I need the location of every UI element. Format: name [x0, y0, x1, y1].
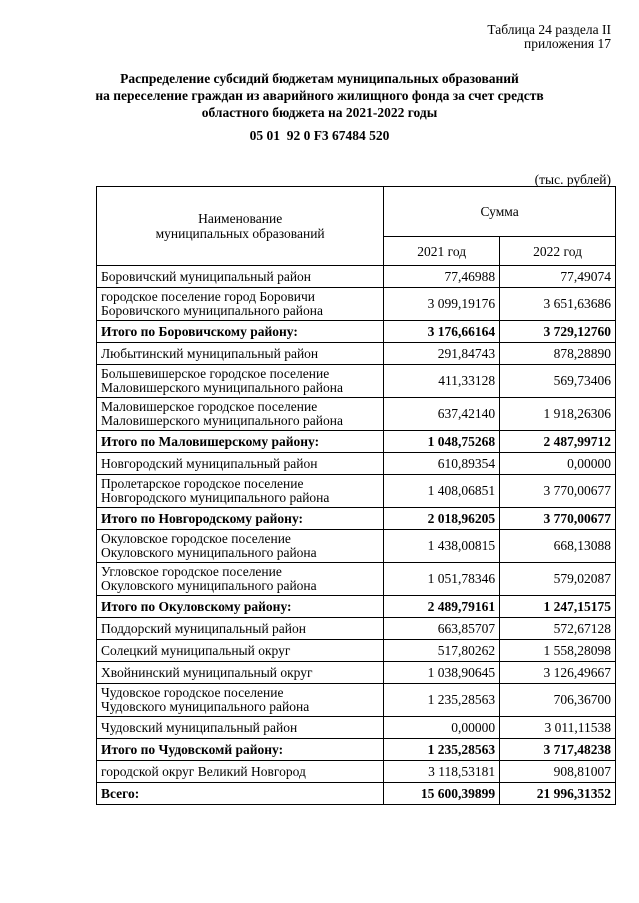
table-total-row [97, 596, 616, 618]
municipality-name [97, 398, 384, 431]
column-header-2022: 2022 год [500, 237, 616, 266]
municipality-name-line: Солецкий муниципальный округ [101, 642, 291, 658]
municipality-name-line: Окуловское городское поселение [101, 531, 291, 546]
amount-2021: 637,42140 [384, 398, 500, 431]
municipality-name [97, 453, 384, 475]
amount-2022: 3 011,11538 [500, 717, 616, 739]
amount-2022: 668,13088 [500, 530, 616, 563]
municipality-name-line: Поддорский муниципальный район [101, 620, 306, 636]
municipality-name [97, 288, 384, 321]
municipality-name [97, 431, 384, 453]
municipality-name-line: Новгородский муниципальный район [101, 455, 318, 471]
document-title-line1: Распределение субсидий бюджетам муниципальных образований [120, 71, 519, 86]
amount-2021: 1 051,78346 [384, 563, 500, 596]
amount-2021: 3 176,66164 [384, 321, 500, 343]
municipality-name [97, 343, 384, 365]
amount-2022: 706,36700 [500, 684, 616, 717]
column-header-2021: 2021 год [384, 237, 500, 266]
document-title-line2: на переселение граждан из аварийного жилищного фонда за счет средств [95, 88, 544, 103]
table-reference [487, 23, 611, 51]
amount-2021: 1 235,28563 [384, 739, 500, 761]
table-row [97, 717, 616, 739]
municipality-name [97, 618, 384, 640]
municipality-name-line: Маловишерское городское поселение [101, 399, 318, 414]
amount-2022: 3 126,49667 [500, 662, 616, 684]
amount-2022: 21 996,31352 [500, 783, 616, 805]
amount-2021: 517,80262 [384, 640, 500, 662]
amount-2021: 77,46988 [384, 266, 500, 288]
table-reference-line2: приложения 17 [523, 36, 611, 51]
amount-2022: 3 770,00677 [500, 475, 616, 508]
amount-2021: 0,00000 [384, 717, 500, 739]
municipality-name [97, 563, 384, 596]
amount-2022: 77,49074 [500, 266, 616, 288]
municipality-name [97, 321, 384, 343]
document-title [0, 70, 639, 121]
municipality-name-line: Чудовского муниципального района [101, 699, 310, 714]
municipality-name-line: Итого по Боровичскому району: [101, 323, 298, 339]
municipality-name-line: Чудовский муниципальный район [101, 719, 298, 735]
column-header-name-line2: муниципальных образований [155, 226, 325, 241]
table-total-row [97, 321, 616, 343]
units-label: (тыс. рублей) [534, 172, 611, 187]
amount-2022: 878,28890 [500, 343, 616, 365]
municipality-name-line: Угловское городское поселение [101, 564, 282, 579]
municipality-name-line: Любытинский муниципальный район [101, 345, 319, 361]
table-total-row [97, 508, 616, 530]
amount-2022: 3 651,63686 [500, 288, 616, 321]
amount-2021: 1 038,90645 [384, 662, 500, 684]
municipality-name-line: Итого по Новгородскому району: [101, 510, 304, 526]
amount-2021: 663,85707 [384, 618, 500, 640]
municipality-name-line: Итого по Окуловскому району: [101, 598, 292, 614]
municipality-name-line: Хвойнинский муниципальный округ [101, 664, 313, 680]
amount-2021: 1 438,00815 [384, 530, 500, 563]
municipality-name-line: Итого по Маловишерскому району: [101, 433, 320, 449]
table-row [97, 618, 616, 640]
amount-2022: 0,00000 [500, 453, 616, 475]
table-row [97, 266, 616, 288]
amount-2021: 3 118,53181 [384, 761, 500, 783]
table-row [97, 684, 616, 717]
table-total-row [97, 431, 616, 453]
budget-code: 05 01 92 0 F3 67484 520 [249, 128, 390, 143]
column-header-name-line1: Наименование [198, 211, 283, 226]
amount-2021: 1 048,75268 [384, 431, 500, 453]
municipality-name [97, 640, 384, 662]
amount-2021: 411,33128 [384, 365, 500, 398]
amount-2022: 569,73406 [500, 365, 616, 398]
amount-2021: 2 018,96205 [384, 508, 500, 530]
amount-2022: 3 770,00677 [500, 508, 616, 530]
municipality-name [97, 508, 384, 530]
municipality-name [97, 596, 384, 618]
municipality-name-line: Итого по Чудовскомй району: [101, 741, 284, 757]
municipality-name-line: Маловишерского муниципального района [101, 380, 343, 395]
amount-2022: 572,67128 [500, 618, 616, 640]
table-row [97, 761, 616, 783]
table-row [97, 640, 616, 662]
table-row [97, 662, 616, 684]
amount-2022: 1 918,26306 [500, 398, 616, 431]
amount-2021: 15 600,39899 [384, 783, 500, 805]
amount-2022: 579,02087 [500, 563, 616, 596]
amount-2022: 908,81007 [500, 761, 616, 783]
municipality-name [97, 662, 384, 684]
amount-2021: 1 408,06851 [384, 475, 500, 508]
amount-2021: 3 099,19176 [384, 288, 500, 321]
amount-2021: 610,89354 [384, 453, 500, 475]
amount-2022: 1 247,15175 [500, 596, 616, 618]
municipality-name [97, 739, 384, 761]
municipality-name [97, 475, 384, 508]
amount-2022: 3 717,48238 [500, 739, 616, 761]
subsidy-table [96, 186, 616, 805]
municipality-name-line: Окуловского муниципального района [101, 545, 317, 560]
municipality-name [97, 761, 384, 783]
municipality-name [97, 530, 384, 563]
amount-2021: 291,84743 [384, 343, 500, 365]
table-row [97, 365, 616, 398]
municipality-name-line: городской округ Великий Новгород [101, 763, 306, 779]
table-row [97, 453, 616, 475]
amount-2022: 2 487,99712 [500, 431, 616, 453]
table-row [97, 475, 616, 508]
municipality-name-line: Боровичского муниципального района [101, 303, 323, 318]
municipality-name-line: Окуловского муниципального района [101, 578, 317, 593]
municipality-name [97, 783, 384, 805]
municipality-name [97, 684, 384, 717]
column-header-sum: Сумма [384, 187, 616, 237]
municipality-name-line: Маловишерского муниципального района [101, 413, 343, 428]
table-total-row [97, 739, 616, 761]
table-reference-line1: Таблица 24 раздела II [487, 22, 611, 37]
amount-2021: 2 489,79161 [384, 596, 500, 618]
table-row [97, 563, 616, 596]
municipality-name-line: Большевишерское городское поселение [101, 366, 330, 381]
table-row [97, 530, 616, 563]
document-title-line3: областного бюджета на 2021-2022 годы [201, 105, 438, 120]
column-header-name [97, 187, 384, 266]
amount-2021: 1 235,28563 [384, 684, 500, 717]
table-total-row [97, 783, 616, 805]
municipality-name-line: Чудовское городское поселение [101, 685, 284, 700]
table-row [97, 343, 616, 365]
amount-2022: 1 558,28098 [500, 640, 616, 662]
municipality-name [97, 266, 384, 288]
amount-2022: 3 729,12760 [500, 321, 616, 343]
table-row [97, 398, 616, 431]
table-row [97, 288, 616, 321]
municipality-name-line: Всего: [101, 785, 140, 801]
municipality-name-line: Новгородского муниципального района [101, 490, 330, 505]
municipality-name [97, 717, 384, 739]
municipality-name-line: Пролетарское городское поселение [101, 476, 304, 491]
municipality-name-line: Боровичский муниципальный район [101, 268, 312, 284]
municipality-name [97, 365, 384, 398]
municipality-name-line: городское поселение город Боровичи [101, 289, 316, 304]
